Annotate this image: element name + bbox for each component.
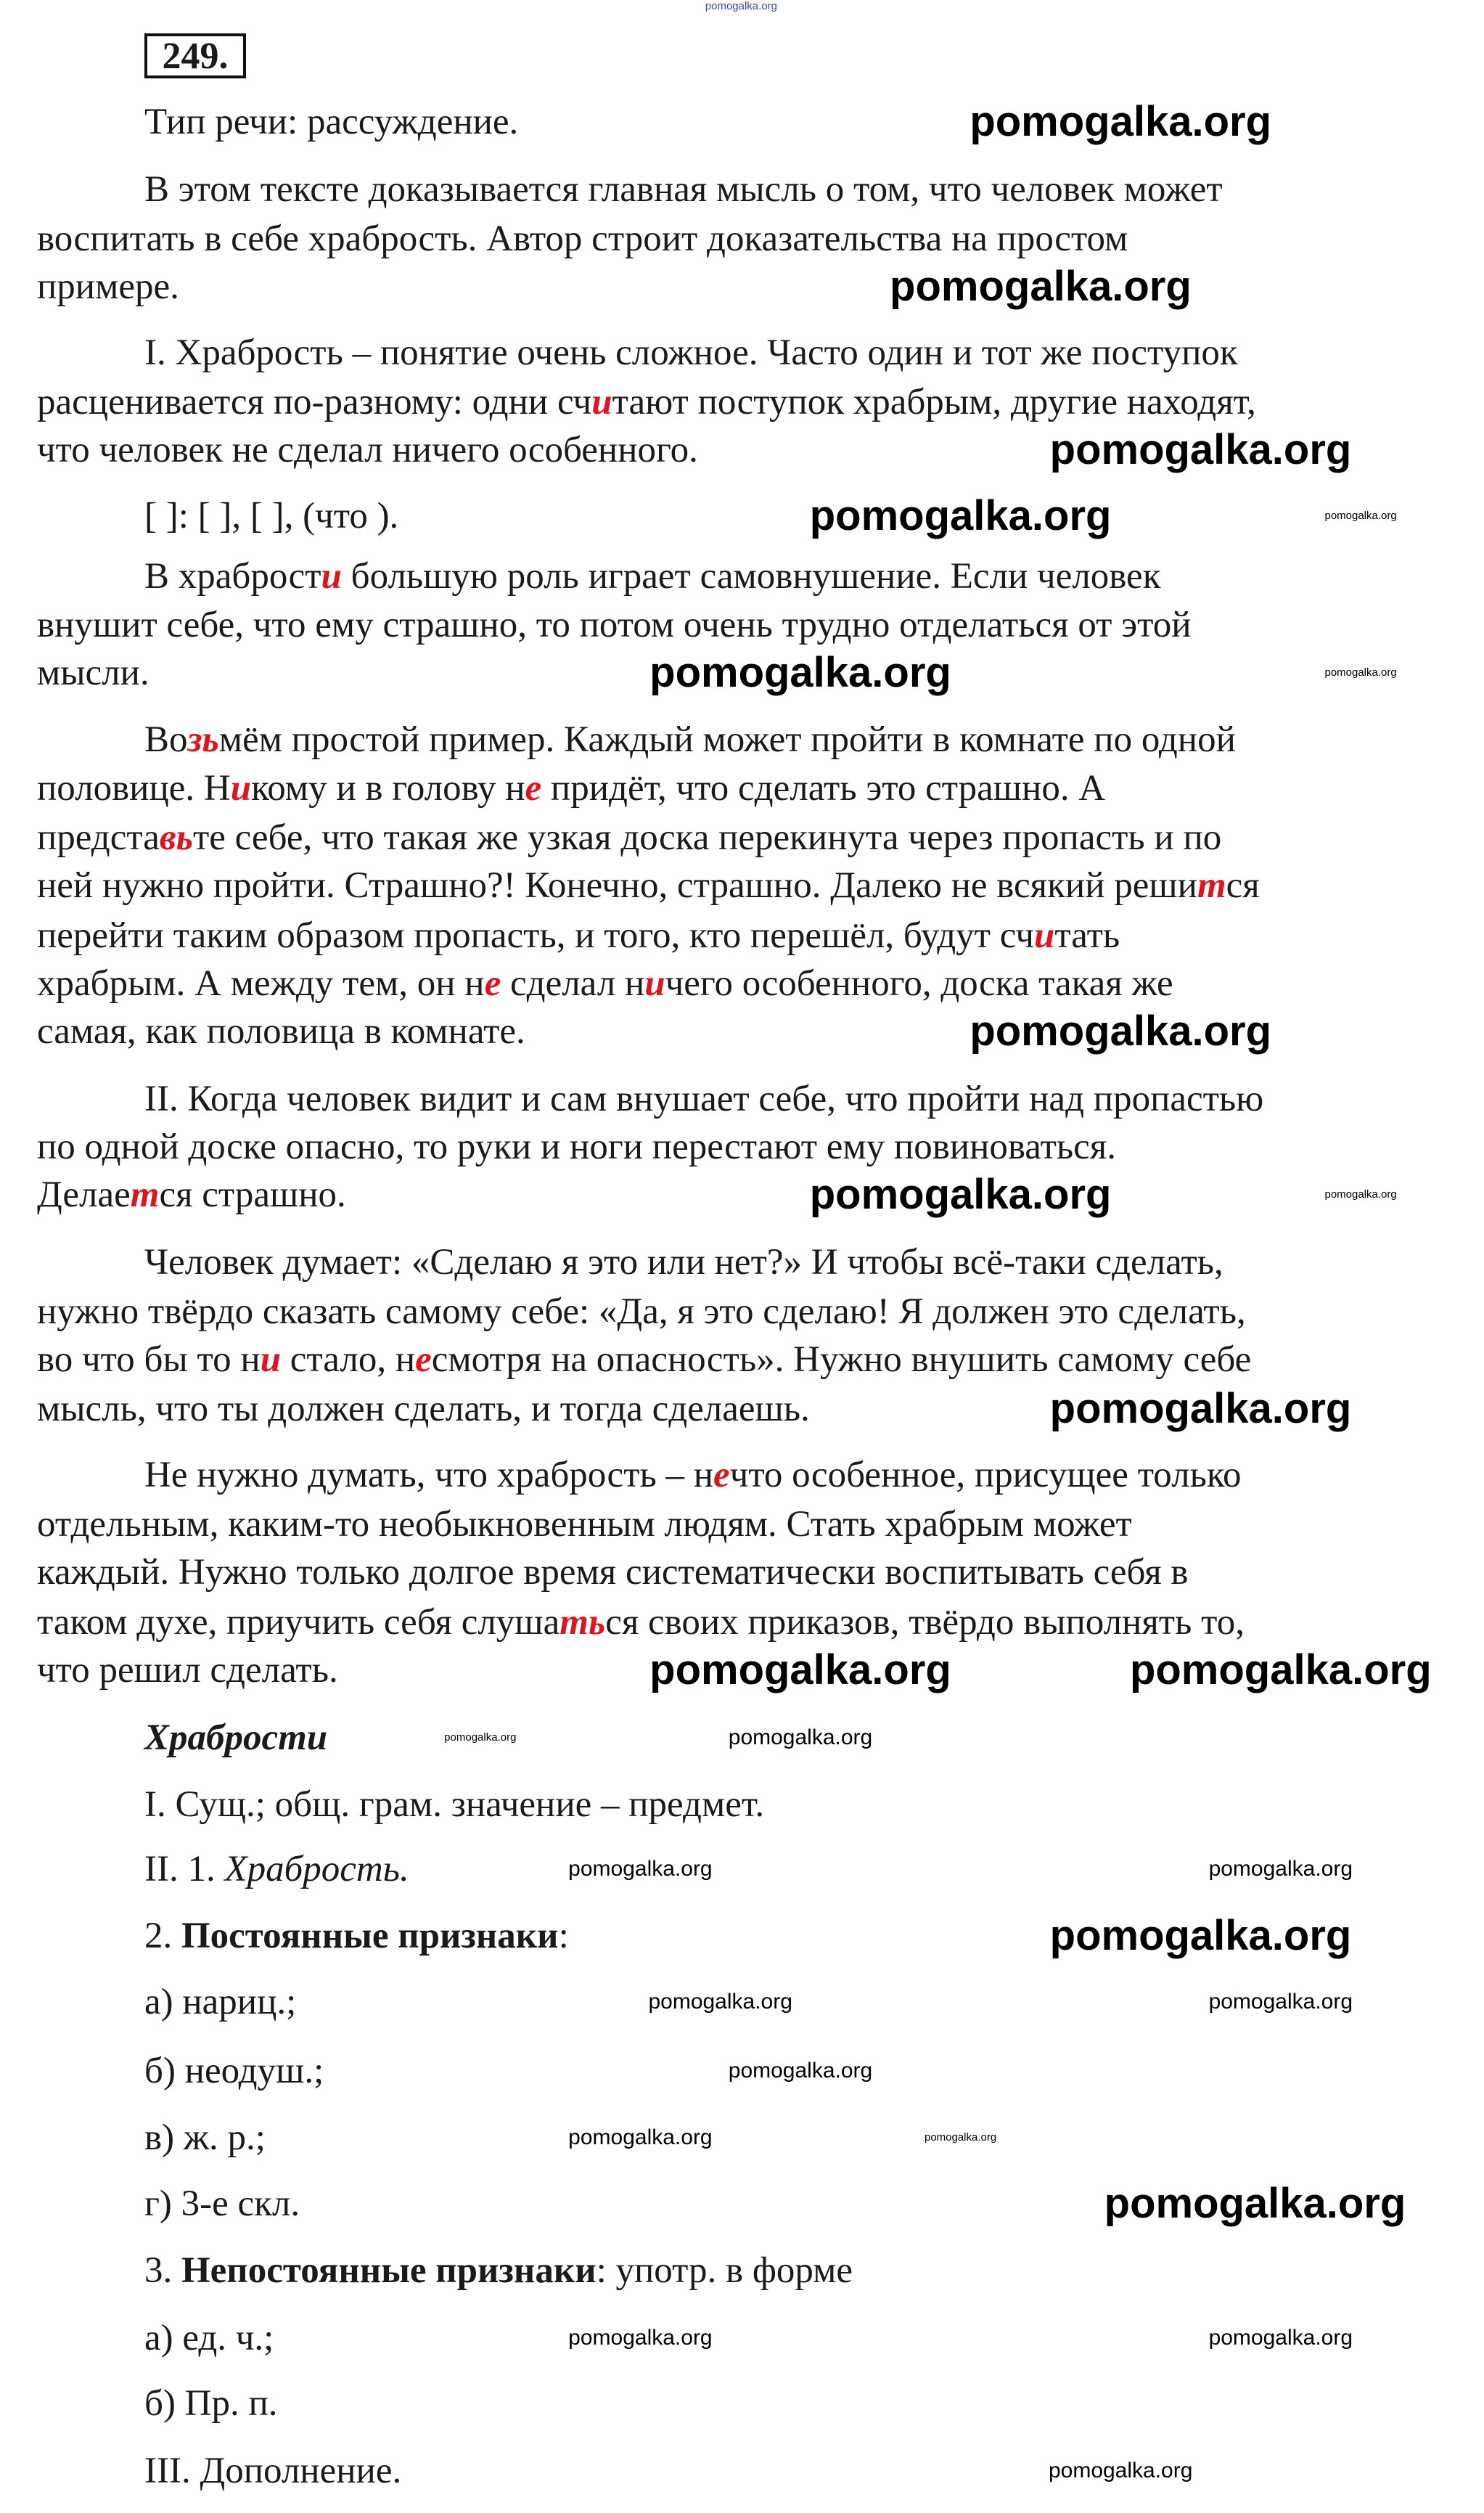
text-line [144,331,1238,375]
text-line [37,962,1173,1005]
watermark-text: pomogalka.org [568,2125,713,2150]
text-line [37,1125,1116,1169]
text-line [37,1503,1132,1546]
text-segment: примере. [37,266,179,308]
text-segment: большую роль играет самовнушение. Если человек [341,556,1161,597]
text-line [37,1648,338,1692]
watermark-text: pomogalka.org [1129,1646,1432,1694]
text-segment: сделал н [501,963,645,1004]
text-line [37,1387,810,1431]
text-segment: воспитать в себе храбрость. Автор строит доказательства на простом [37,218,1128,259]
highlighted-letters: зь [187,719,219,761]
text-line [37,864,1260,907]
text-segment: таком духе, приучить себя слуша [37,1601,560,1643]
text-segment: Постоянные признаки [181,1916,559,1957]
text-line [37,914,1120,957]
text-line [37,1601,1245,1644]
text-line [144,1453,1242,1497]
highlighted-letters: е [713,1454,730,1495]
text-segment: II. Когда человек видит и сам внушает себе, что пройти над пропастью [144,1078,1264,1119]
text-line [144,1847,409,1891]
highlighted-letters: и [230,767,252,809]
text-segment: Тип речи: рассуждение. [144,101,519,142]
text-segment: отдельным, каким-то необыкновенным людям. Стать храбрым может [37,1504,1132,1545]
text-line [37,651,149,695]
text-line [144,2449,401,2493]
text-segment: мысль, что ты должен сделать, и тогда сделаешь. [37,1389,810,1430]
watermark-text: pomogalka.org [1049,426,1352,474]
text-segment: 2. [144,1916,181,1957]
text-segment: чего особенного, доска такая же [665,963,1173,1004]
text-segment: ся страшно. [159,1174,346,1215]
text-segment: : употр. в форме [596,2250,853,2292]
text-segment: мысли. [37,652,149,693]
text-line [144,1980,296,2024]
text-line [37,265,179,308]
text-segment: б) Пр. п. [144,2383,278,2424]
highlighted-letters: т [1197,865,1226,907]
highlighted-letters: е [415,1339,432,1381]
watermark-text: pomogalka.org [1208,2325,1353,2350]
text-line [37,1550,1188,1594]
watermark-text: pomogalka.org [1324,666,1397,679]
text-segment: В этом тексте доказывается главная мысль о том, что человек может [144,168,1223,210]
highlighted-letters: и [1033,915,1055,956]
text-line [144,718,1236,761]
text-segment: III. Дополнение. [144,2451,402,2492]
exercise-number: 249. [144,33,246,78]
text-segment: храбрым. А между тем, он н [37,963,485,1004]
text-segment: расценивается по-разному: одни сч [37,381,592,422]
text-line [37,816,1221,859]
text-segment: Во [144,719,188,761]
watermark-text: pomogalka.org [1208,1856,1353,1881]
text-segment: в) ж. р.; [144,2117,266,2159]
text-segment: предста [37,817,160,858]
watermark-text: pomogalka.org [1324,509,1397,522]
text-segment: во что бы то н [37,1339,261,1381]
watermark-text: pomogalka.org [924,2131,997,2144]
highlighted-letters: и [260,1339,281,1381]
text-segment: стало, н [281,1339,416,1381]
highlighted-letters: т [130,1174,160,1215]
text-segment: [ ]: [ ], [ ], (что ). [144,495,399,536]
watermark-text: pomogalka.org [1049,1912,1352,1960]
text-segment: тают поступок храбрым, другие находят, [612,381,1256,422]
text-segment: ней нужно пройти. Страшно?! Конечно, страшно. Далеко не всякий реши [37,865,1197,907]
text-line [37,1010,525,1053]
text-segment: перейти таким образом пропасть, и того, кто перешёл, будут сч [37,915,1034,956]
text-line [37,603,1192,647]
highlighted-letters: е [525,767,542,809]
text-segment: 3. [144,2250,181,2292]
highlighted-letters: ть [559,1601,606,1643]
text-line [144,494,398,538]
text-line [144,555,1160,598]
text-line [144,2382,278,2425]
text-segment: г) 3-е скл. [144,2183,300,2224]
text-segment: каждый. Нужно только долгое время систематически воспитывать себя в [37,1552,1189,1593]
text-segment: что человек не сделал ничего особенного. [37,430,698,471]
watermark-text: pomogalka.org [809,491,1112,539]
text-line [37,428,698,472]
watermark-text: pomogalka.org [568,2325,713,2350]
watermark-text: pomogalka.org [444,1731,517,1744]
text-line [37,380,1256,424]
text-line [37,217,1128,261]
highlighted-letters: вь [159,817,193,858]
text-line [37,767,1105,810]
highlighted-letters: и [644,963,665,1004]
text-segment: I. Храбрость – понятие очень сложное. Часто один и тот же поступок [144,332,1238,373]
watermark-text: pomogalka.org [568,1856,713,1881]
text-line [144,1241,1223,1284]
text-line [37,1290,1246,1333]
watermark-text: pomogalka.org [648,1989,792,2014]
text-line [37,1338,1251,1381]
text-segment: б) неодуш.; [144,2050,324,2091]
text-line [144,1914,569,1958]
watermark-text: pomogalka.org [890,263,1192,311]
text-segment: Делае [37,1174,131,1215]
text-segment: нужно твёрдо сказать самому себе: «Да, я это сделаю! Я должен это сделать, [37,1291,1246,1332]
text-line [144,2049,324,2093]
text-segment: I. Сущ.; общ. грам. значение – предмет. [144,1784,765,1826]
watermark-text: pomogalka.org [1208,1989,1353,2014]
text-segment: Непостоянные признаки [181,2250,597,2292]
watermark-text: pomogalka.org [728,2058,873,2083]
text-line [144,1783,764,1826]
text-segment: ся [1226,865,1260,907]
text-segment: половице. Н [37,767,231,809]
watermark-text: pomogalka.org [1048,2459,1193,2483]
text-line [144,2249,853,2292]
text-segment: что особенное, присущее только [729,1454,1242,1495]
highlighted-letters: и [321,556,342,597]
text-segment: внушит себе, что ему страшно, то потом очень трудно отделаться от этой [37,604,1192,645]
watermark-text: pomogalka.org [1104,2179,1406,2227]
watermark-text: pomogalka.org [728,1725,873,1749]
text-segment: мём простой пример. Каждый может пройти в комнате по одной [218,719,1236,761]
watermark-text: pomogalka.org [649,1646,951,1694]
text-segment: : [558,1916,569,1957]
watermark-text: pomogalka.org [1049,1385,1352,1433]
text-segment: а) нариц.; [144,1981,297,2022]
text-segment: Не нужно думать, что храбрость – н [144,1454,714,1495]
watermark-text: pomogalka.org [969,97,1272,145]
text-segment: по одной доске опасно, то руки и ноги перестают ему повиноваться. [37,1126,1116,1167]
text-line [144,168,1223,211]
text-segment: Человек думает: «Сделаю я это или нет?» И чтобы всё-таки сделать, [144,1241,1223,1283]
watermark-text: pomogalka.org [705,0,777,13]
text-line [144,2316,274,2360]
text-line [144,1077,1263,1121]
text-segment: придёт, что сделать это страшно. А [541,767,1106,809]
watermark-text: pomogalka.org [969,1007,1272,1055]
text-segment: Храбрость. [224,1848,409,1889]
text-segment: II. 1. [144,1848,225,1889]
text-segment: а) ед. ч.; [144,2317,274,2358]
text-segment: Храбрости [144,1717,328,1758]
highlighted-letters: и [591,381,612,422]
highlighted-letters: е [484,963,501,1004]
text-line [144,2182,300,2226]
text-segment: тать [1054,915,1120,956]
text-segment: кому и в голову н [251,767,525,809]
text-line [144,1716,327,1760]
text-segment: что решил сделать. [37,1650,338,1691]
watermark-text: pomogalka.org [1324,1188,1397,1201]
text-line [144,100,518,144]
text-segment: те себе, что такая же узкая доска перекинута через пропасть и по [193,817,1222,858]
text-segment: смотря на опасность». Нужно внушить самому себе [431,1339,1252,1381]
text-segment: В храброст [144,556,321,597]
text-line [144,2116,266,2159]
watermark-text: pomogalka.org [649,648,951,696]
text-segment: ся своих приказов, твёрдо выполнять то, [605,1601,1245,1643]
watermark-text: pomogalka.org [809,1170,1112,1218]
text-segment: самая, как половица в комнате. [37,1010,525,1052]
text-line [37,1173,346,1217]
